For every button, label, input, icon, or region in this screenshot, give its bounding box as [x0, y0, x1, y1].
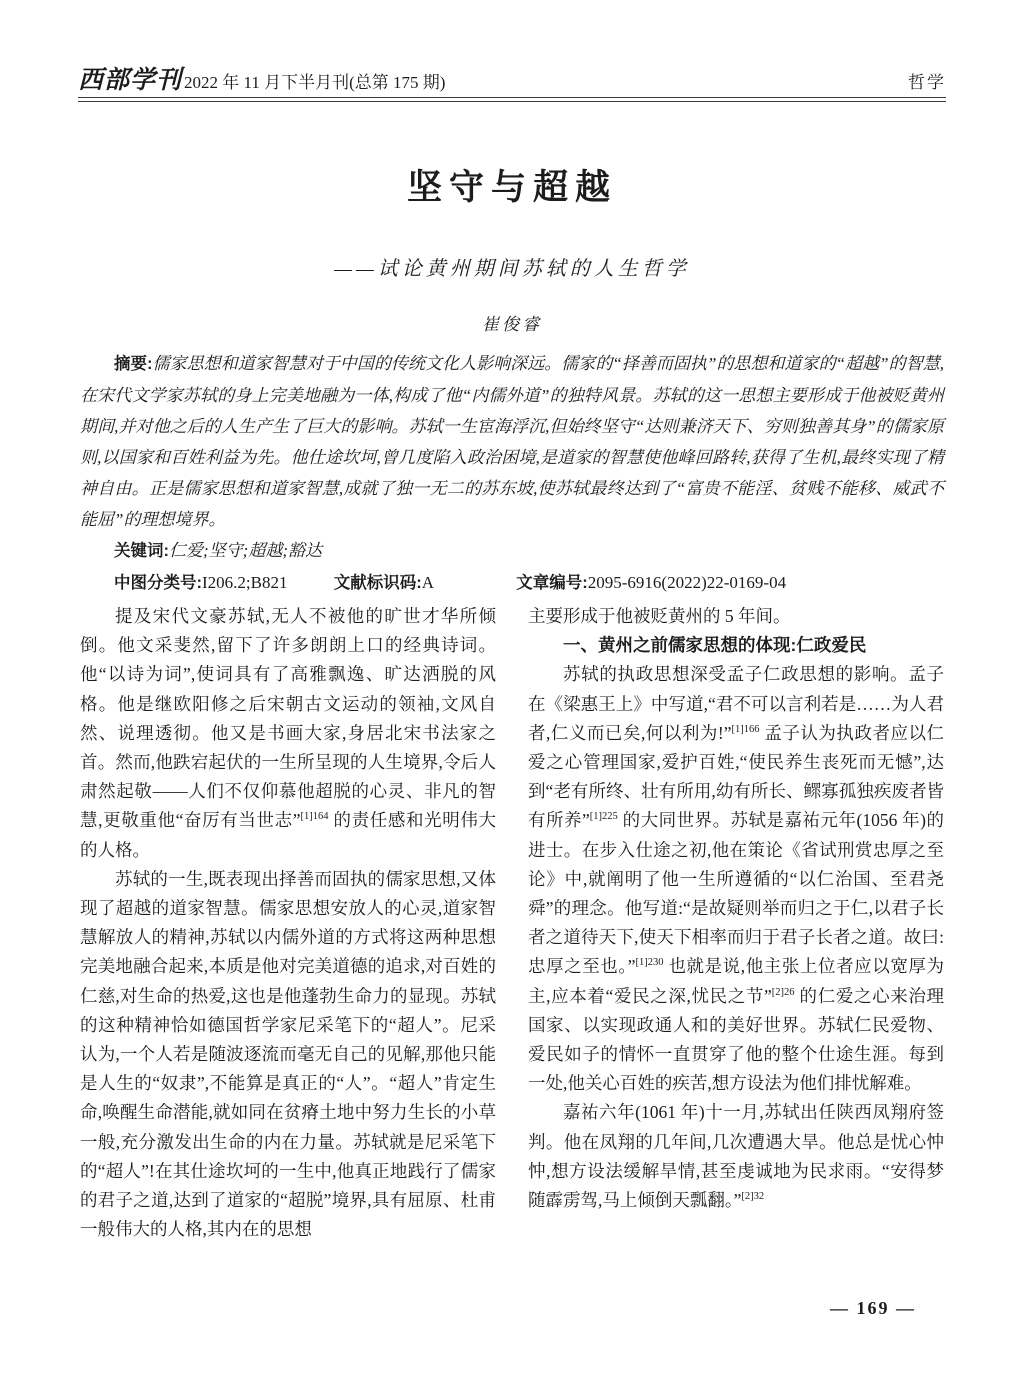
article-title: 坚守与超越 — [406, 168, 617, 207]
right-column — [528, 602, 944, 1302]
page-header — [78, 60, 946, 96]
article-meta — [80, 348, 944, 599]
doc-code-label: 文献标识码: — [333, 574, 422, 592]
keywords-label: 关键词: — [114, 542, 169, 560]
abstract-label: 摘要: — [114, 355, 153, 373]
section-heading: 一、黄州之前儒家思想的体现:仁政爱民 — [563, 635, 867, 656]
clc-group — [114, 573, 287, 592]
paragraph: 苏轼的执政思想深受孟子仁政思想的影响。孟子在《梁惠王上》中写道,“君不可以言利若是……为人君者,仁义而已矣,何以利为!”$^{[1]166}$ 孟子认为执政者应以仁爱之心管理国家,爱护百姓,“使民养生丧死而无憾”,达到“老有所终、壮有所用,幼有所长、鳏寡孤独疾废者皆有所养”$^{[1]225}$ 的大同世界。苏轼是嘉祐元年(1056 年)的进士。在步入仕途之初,他在策论《省试刑赏忠厚之至论》中,就阐明了他一生所遵循的“以仁治国、至君尧舜”的理念。他写道:“是故疑则举而归之于仁,以君子长者之道待天下,使天下相率而归于君子长者之道。故曰:忠厚之至也。”$^{[1]230}$ 也就是说,他主张上位者应以宽厚为主,应本着“爱民之深,忧民之节”$^{[2]26}$ 的仁爱之心来治理国家、以实现政通人和的美好世界。苏轼仁民爱物、爱民如子的情怀一直贯穿了他的整个仕途生涯。每到一处,他关心百姓的疾苦,想方设法为他们排忧解难。 — [528, 664, 944, 1094]
body-columns — [80, 602, 944, 1302]
section-category: 哲学 — [908, 73, 946, 92]
doc-code-value: A — [421, 573, 435, 592]
clc-label: 中图分类号: — [114, 574, 202, 592]
keywords-text: 仁爱;坚守;超越;豁达 — [169, 541, 322, 560]
article-author: 崔俊睿 — [482, 315, 542, 334]
article-id-label: 文章编号: — [516, 574, 588, 592]
left-column — [80, 602, 496, 1302]
doc-code-group — [334, 573, 434, 592]
header-left — [78, 60, 445, 96]
abstract — [80, 348, 944, 535]
article-id-group — [516, 573, 786, 592]
paragraph: 苏轼的一生,既表现出择善而固执的儒家思想,又体现了超越的道家智慧。儒家思想安放人的心灵,道家智慧解放人的精神,苏轼以内儒外道的方式将这两种思想完美地融合起来,本质是他对完美道德的追求,对百姓的仁慈,对生命的热爱,这也是他蓬勃生命力的显现。苏轼的这种精神恰如德国哲学家尼采笔下的“超人”。尼采认为,一个人若是随波逐流而毫无自己的见解,那他只能是人生的“奴隶”,不能算是真正的“人”。“超人”肯定生命,唤醒生命潜能,就如同在贫瘠土地中努力生长的小草一般,充分激发出生命的内在力量。苏轼就是尼采笔下的“超人”!在其仕途坎坷的一生中,他真正地践行了儒家的君子之道,达到了道家的“超脱”境界,具有屈原、杜甫一般伟大的人格,其内在的思想 — [80, 868, 496, 1240]
page-number: — 169 — — [830, 1298, 916, 1318]
keywords — [80, 535, 944, 567]
abstract-text: 儒家思想和道家智慧对于中国的传统文化人影响深远。儒家的“择善而固执”的思想和道家的“超越”的智慧,在宋代文学家苏轼的身上完美地融为一体,构成了他“内儒外道”的独特风景。苏轼的这一思想主要形成于他被贬黄州期间,并对他之后的人生产生了巨大的影响。苏轼一生宦海浮沉,但始终坚守“达则兼济天下、穷则独善其身”的儒家原则,以国家和百姓利益为先。他仕途坎坷,曾几度陷入政治困境,是道家的智慧使他峰回路转,获得了生机,最终实现了精神自由。正是儒家思想和道家智慧,成就了独一无二的苏东坡,使苏轼最终达到了“富贵不能淫、贫贱不能移、威武不能屈”的理想境界。 — [80, 354, 944, 529]
paragraph-continuation: 主要形成于他被贬黄州的 5 年间。 — [528, 606, 791, 626]
issue-info: 2022 年 11 月下半月刊(总第 175 期) — [184, 73, 446, 92]
article-id-value: 2095-6916(2022)22-0169-04 — [587, 573, 787, 592]
paragraph: 嘉祐六年(1061 年)十一月,苏轼出任陕西凤翔府签判。他在凤翔的几年间,几次遭遇大旱。他总是忧心忡忡,想方设法缓解旱情,甚至虔诚地为民求雨。“安得梦随霹雳驾,马上倾倒天瓢翻。”$^{[2]32}$ — [528, 1102, 944, 1211]
header-divider — [78, 97, 946, 102]
clc-value: I206.2;B821 — [202, 573, 288, 592]
journal-logo: 西部学刊 — [78, 65, 183, 94]
paragraph: 提及宋代文豪苏轼,无人不被他的旷世才华所倾倒。他文采斐然,留下了许多朗朗上口的经典诗词。他“以诗为词”,使词具有了高雅飘逸、旷达洒脱的风格。他是继欧阳修之后宋朝古文运动的领袖,文风自然、说理透彻。他又是书画大家,身居北宋书法家之首。然而,他跌宕起伏的一生所呈现的人生境界,令后人肃然起敬——人们不仅仰慕他超脱的心灵、非凡的智慧,更敬重他“奋厉有当世志”$^{[1]164}$ 的责任感和光明伟大的人格。 — [80, 606, 496, 860]
classification-line — [80, 567, 944, 599]
article-subtitle: ——试论黄州期间苏轼的人生哲学 — [334, 258, 690, 280]
